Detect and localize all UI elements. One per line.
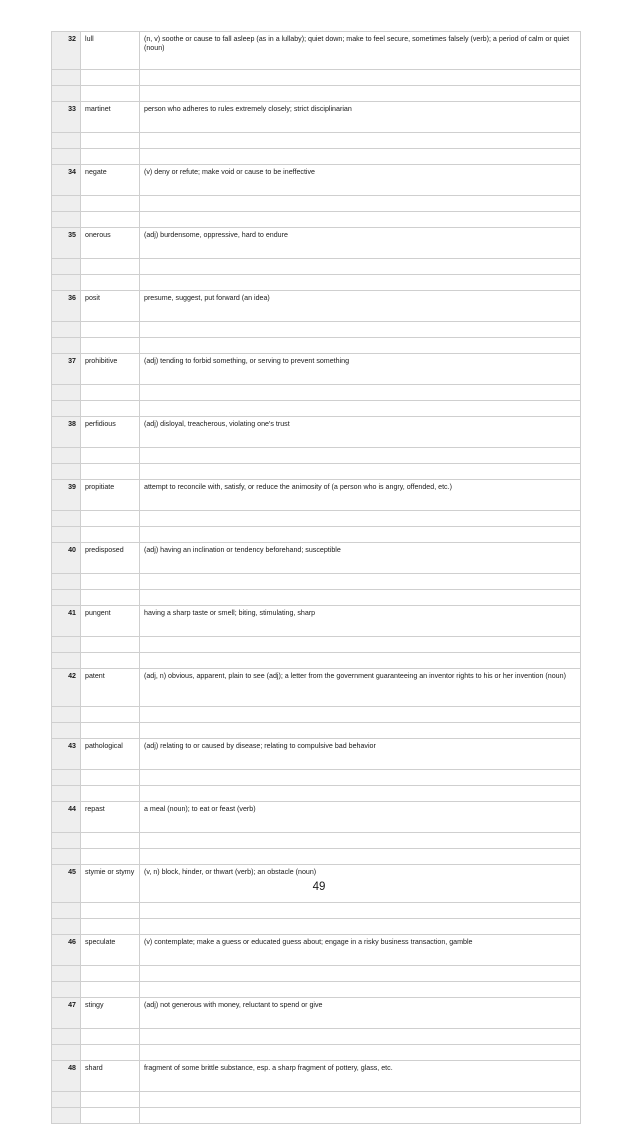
table-row: [52, 935, 581, 966]
blank-cell: [52, 322, 81, 338]
entry-number: 46: [52, 935, 81, 966]
blank-cell: [140, 770, 581, 786]
blank-cell: [52, 982, 81, 998]
blank-row: [52, 448, 581, 464]
blank-cell: [140, 1029, 581, 1045]
blank-cell: [81, 574, 140, 590]
blank-cell: [81, 833, 140, 849]
blank-cell: [81, 70, 140, 86]
page-number: 49: [312, 881, 326, 893]
entry-word: prohibitive: [81, 354, 140, 385]
blank-row: [52, 212, 581, 228]
blank-cell: [52, 723, 81, 739]
blank-cell: [52, 707, 81, 723]
blank-cell: [140, 322, 581, 338]
entry-word: stingy: [81, 998, 140, 1029]
table-row: [52, 165, 581, 196]
entry-number: 38: [52, 417, 81, 448]
blank-row: [52, 511, 581, 527]
blank-cell: [81, 786, 140, 802]
blank-row: [52, 966, 581, 982]
table-row: [52, 739, 581, 770]
blank-cell: [81, 1108, 140, 1124]
blank-cell: [81, 275, 140, 291]
entry-definition: (v) deny or refute; make void or cause to be ineffective: [140, 165, 581, 196]
entry-definition: (adj) tending to forbid something, or serving to prevent something: [140, 354, 581, 385]
blank-cell: [52, 574, 81, 590]
blank-cell: [140, 133, 581, 149]
blank-cell: [140, 903, 581, 919]
blank-cell: [140, 149, 581, 165]
blank-cell: [140, 637, 581, 653]
blank-cell: [52, 385, 81, 401]
table-row: [52, 354, 581, 385]
blank-cell: [140, 527, 581, 543]
blank-cell: [140, 966, 581, 982]
blank-cell: [52, 70, 81, 86]
entry-number: 45: [52, 865, 81, 903]
blank-cell: [52, 966, 81, 982]
blank-row: [52, 322, 581, 338]
blank-cell: [81, 637, 140, 653]
blank-row: [52, 1045, 581, 1061]
entry-number: 41: [52, 606, 81, 637]
table-row: [52, 102, 581, 133]
entry-number: 37: [52, 354, 81, 385]
blank-cell: [81, 196, 140, 212]
blank-cell: [52, 448, 81, 464]
blank-cell: [52, 1045, 81, 1061]
entry-number: 40: [52, 543, 81, 574]
blank-cell: [81, 903, 140, 919]
blank-row: [52, 786, 581, 802]
blank-cell: [140, 212, 581, 228]
vocabulary-table: [51, 31, 581, 1124]
blank-cell: [81, 86, 140, 102]
blank-row: [52, 770, 581, 786]
blank-cell: [81, 212, 140, 228]
entry-definition: (adj) having an inclination or tendency beforehand; susceptible: [140, 543, 581, 574]
blank-cell: [140, 448, 581, 464]
blank-cell: [52, 653, 81, 669]
blank-cell: [52, 212, 81, 228]
blank-row: [52, 70, 581, 86]
blank-cell: [81, 849, 140, 865]
blank-cell: [52, 511, 81, 527]
entry-definition: presume, suggest, put forward (an idea): [140, 291, 581, 322]
entry-definition: (adj) relating to or caused by disease; relating to compulsive bad behavior: [140, 739, 581, 770]
entry-number: 36: [52, 291, 81, 322]
entry-definition: having a sharp taste or smell; biting, stimulating, sharp: [140, 606, 581, 637]
blank-cell: [52, 401, 81, 417]
blank-row: [52, 919, 581, 935]
blank-cell: [52, 464, 81, 480]
entry-number: 34: [52, 165, 81, 196]
entry-number: 47: [52, 998, 81, 1029]
blank-cell: [140, 511, 581, 527]
blank-row: [52, 574, 581, 590]
blank-cell: [140, 919, 581, 935]
blank-cell: [140, 707, 581, 723]
blank-cell: [81, 1092, 140, 1108]
table-row: [52, 417, 581, 448]
blank-cell: [52, 637, 81, 653]
blank-cell: [81, 511, 140, 527]
entry-number: 39: [52, 480, 81, 511]
blank-row: [52, 982, 581, 998]
blank-cell: [81, 133, 140, 149]
table-row: [52, 32, 581, 70]
blank-cell: [52, 786, 81, 802]
blank-row: [52, 723, 581, 739]
blank-cell: [81, 338, 140, 354]
entry-definition: attempt to reconcile with, satisfy, or reduce the animosity of (a person who is angry, offended, etc.): [140, 480, 581, 511]
entry-word: stymie or stymy: [81, 865, 140, 903]
entry-definition: (adj) disloyal, treacherous, violating one's trust: [140, 417, 581, 448]
entry-number: 35: [52, 228, 81, 259]
blank-cell: [140, 574, 581, 590]
blank-row: [52, 527, 581, 543]
blank-cell: [140, 259, 581, 275]
table-row: [52, 291, 581, 322]
blank-row: [52, 275, 581, 291]
blank-cell: [52, 527, 81, 543]
blank-row: [52, 133, 581, 149]
entry-word: lull: [81, 32, 140, 70]
blank-cell: [52, 275, 81, 291]
blank-row: [52, 1029, 581, 1045]
blank-cell: [52, 849, 81, 865]
entry-definition: (adj) not generous with money, reluctant to spend or give: [140, 998, 581, 1029]
entry-number: 43: [52, 739, 81, 770]
entry-word: propitiate: [81, 480, 140, 511]
entry-definition: fragment of some brittle substance, esp. a sharp fragment of pottery, glass, etc.: [140, 1061, 581, 1092]
entry-word: negate: [81, 165, 140, 196]
entry-definition: (v) contemplate; make a guess or educated guess about; engage in a risky business transaction, gamble: [140, 935, 581, 966]
blank-cell: [52, 1108, 81, 1124]
blank-cell: [81, 149, 140, 165]
blank-cell: [81, 707, 140, 723]
blank-cell: [81, 1045, 140, 1061]
entry-definition: (adj, n) obvious, apparent, plain to see (adj); a letter from the government guaranteeing an inventor rights to his or her invention (noun): [140, 669, 581, 707]
blank-cell: [140, 653, 581, 669]
blank-cell: [81, 322, 140, 338]
blank-cell: [81, 770, 140, 786]
blank-row: [52, 707, 581, 723]
blank-cell: [140, 1045, 581, 1061]
blank-cell: [52, 338, 81, 354]
entry-number: 33: [52, 102, 81, 133]
blank-cell: [140, 401, 581, 417]
entry-definition: (v, n) block, hinder, or thwart (verb); an obstacle (noun): [140, 865, 581, 903]
blank-cell: [140, 833, 581, 849]
blank-row: [52, 385, 581, 401]
blank-cell: [52, 149, 81, 165]
blank-cell: [52, 133, 81, 149]
table-row: [52, 1061, 581, 1092]
blank-cell: [140, 723, 581, 739]
entry-number: 48: [52, 1061, 81, 1092]
entry-number: 32: [52, 32, 81, 70]
blank-cell: [52, 770, 81, 786]
table-row: [52, 606, 581, 637]
entry-word: posit: [81, 291, 140, 322]
blank-row: [52, 1108, 581, 1124]
entry-word: predisposed: [81, 543, 140, 574]
blank-cell: [140, 275, 581, 291]
blank-cell: [52, 196, 81, 212]
blank-cell: [140, 338, 581, 354]
table-row: [52, 669, 581, 707]
blank-cell: [81, 527, 140, 543]
blank-cell: [81, 385, 140, 401]
blank-row: [52, 338, 581, 354]
table-row: [52, 543, 581, 574]
blank-cell: [52, 590, 81, 606]
blank-row: [52, 653, 581, 669]
blank-cell: [81, 448, 140, 464]
blank-cell: [140, 1108, 581, 1124]
entry-word: speculate: [81, 935, 140, 966]
blank-row: [52, 1092, 581, 1108]
blank-row: [52, 464, 581, 480]
blank-row: [52, 637, 581, 653]
blank-row: [52, 590, 581, 606]
blank-cell: [140, 982, 581, 998]
blank-cell: [140, 590, 581, 606]
blank-row: [52, 149, 581, 165]
blank-cell: [81, 464, 140, 480]
blank-row: [52, 903, 581, 919]
blank-row: [52, 833, 581, 849]
entry-word: repast: [81, 802, 140, 833]
vocabulary-table-body: [52, 32, 581, 1124]
entry-word: patent: [81, 669, 140, 707]
entry-definition: (adj) burdensome, oppressive, hard to endure: [140, 228, 581, 259]
entry-definition: (n, v) soothe or cause to fall asleep (as in a lullaby); quiet down; make to feel secure, sometimes falsely (verb); a period of calm or quiet (noun): [140, 32, 581, 70]
blank-cell: [140, 196, 581, 212]
blank-cell: [81, 982, 140, 998]
blank-cell: [81, 1029, 140, 1045]
blank-cell: [140, 786, 581, 802]
blank-cell: [81, 401, 140, 417]
entry-word: martinet: [81, 102, 140, 133]
blank-cell: [140, 849, 581, 865]
entry-word: onerous: [81, 228, 140, 259]
blank-cell: [52, 919, 81, 935]
table-row: [52, 228, 581, 259]
blank-cell: [140, 70, 581, 86]
entry-number: 44: [52, 802, 81, 833]
blank-row: [52, 259, 581, 275]
entry-definition: person who adheres to rules extremely closely; strict disciplinarian: [140, 102, 581, 133]
blank-cell: [52, 1029, 81, 1045]
blank-cell: [52, 259, 81, 275]
entry-number: 42: [52, 669, 81, 707]
entry-definition: a meal (noun); to eat or feast (verb): [140, 802, 581, 833]
blank-cell: [81, 723, 140, 739]
blank-row: [52, 196, 581, 212]
blank-cell: [140, 464, 581, 480]
blank-cell: [52, 833, 81, 849]
entry-word: shard: [81, 1061, 140, 1092]
entry-word: perfidious: [81, 417, 140, 448]
entry-word: pungent: [81, 606, 140, 637]
blank-cell: [81, 259, 140, 275]
blank-cell: [52, 1092, 81, 1108]
blank-cell: [81, 966, 140, 982]
blank-cell: [81, 590, 140, 606]
table-row: [52, 802, 581, 833]
blank-cell: [140, 1092, 581, 1108]
entry-word: pathological: [81, 739, 140, 770]
blank-row: [52, 401, 581, 417]
blank-row: [52, 849, 581, 865]
blank-row: [52, 86, 581, 102]
blank-cell: [81, 919, 140, 935]
blank-cell: [81, 653, 140, 669]
blank-cell: [52, 86, 81, 102]
blank-cell: [52, 903, 81, 919]
blank-cell: [140, 385, 581, 401]
table-row: [52, 998, 581, 1029]
table-row: [52, 480, 581, 511]
blank-cell: [140, 86, 581, 102]
